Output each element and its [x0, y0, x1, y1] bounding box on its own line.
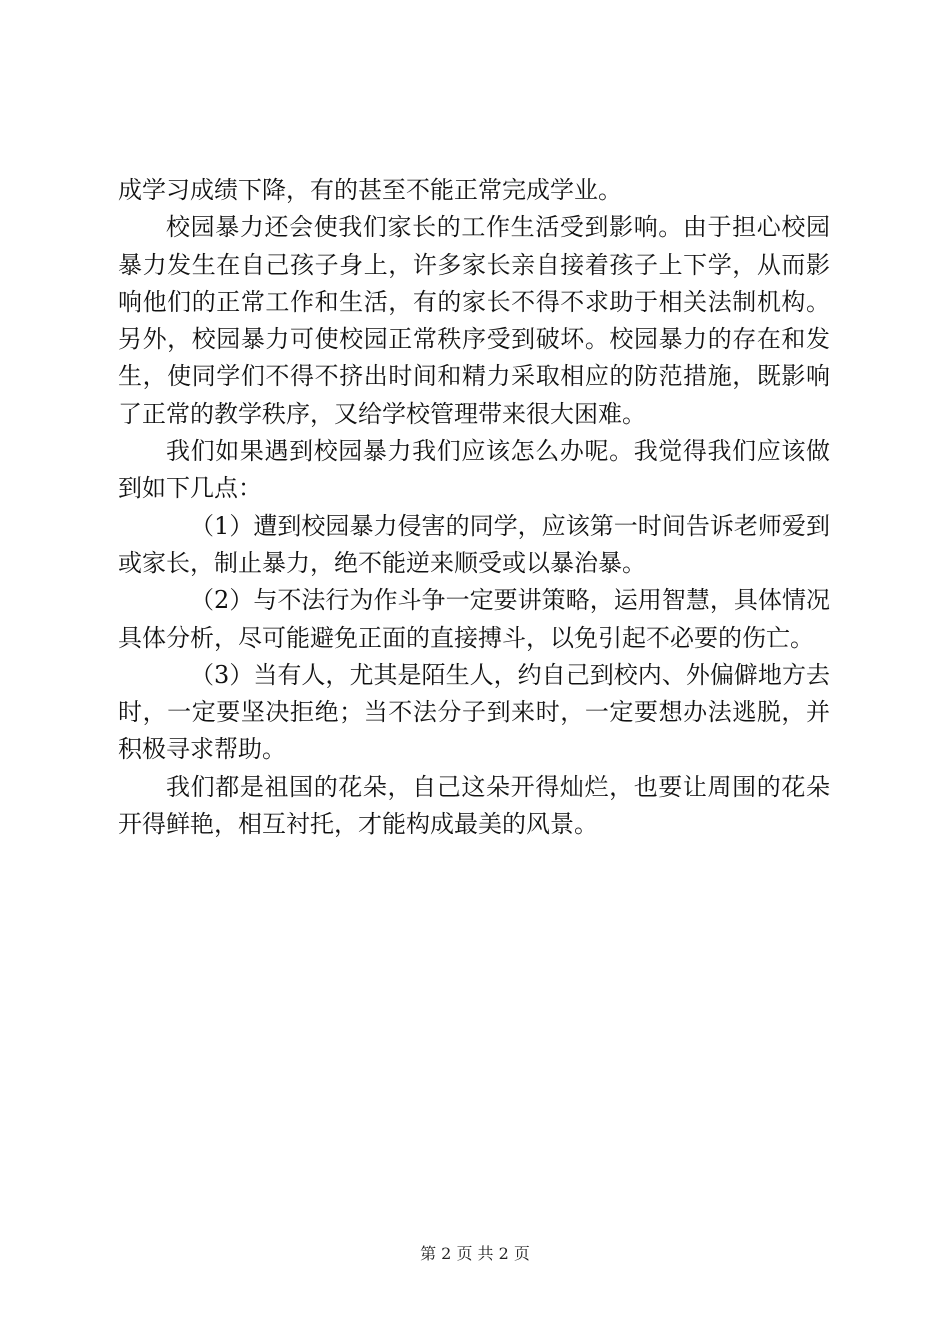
- paragraph-conclusion: 我们都是祖国的花朵，自己这朵开得灿烂，也要让周围的花朵开得鲜艳，相互衬托，才能构成最美的风景。: [118, 772, 830, 839]
- list-item-3: （3）当有人，尤其是陌生人，约自己到校内、外偏僻地方去时，一定要坚决拒绝；当不法分子到来时，一定要想办法逃脱，并积极寻求帮助。: [118, 660, 830, 764]
- list-item-1: （1）遭到校园暴力侵害的同学，应该第一时间告诉老师爱到或家长，制止暴力，绝不能逆来顺受或以暴治暴。: [118, 511, 830, 577]
- document-body: [118, 172, 830, 843]
- page-number-footer: 第 2 页 共 2 页: [420, 1244, 530, 1263]
- paragraph-what-to-do: 我们如果遇到校园暴力我们应该怎么办呢。我觉得我们应该做到如下几点：: [118, 437, 830, 503]
- list-item-2: （2）与不法行为作斗争一定要讲策略，运用智慧，具体情况具体分析，尽可能避免正面的直接搏斗，以免引起不必要的伤亡。: [118, 586, 830, 652]
- paragraph-impact-on-parents: 校园暴力还会使我们家长的工作生活受到影响。由于担心校园暴力发生在自己孩子身上，许多家长亲自接着孩子上下学，从而影响他们的正常工作和生活，有的家长不得不求助于相关法制机构。另外，校园暴力可使校园正常秩序受到破坏。校园暴力的存在和发生，使同学们不得不挤出时间和精力采取相应的防范措施，既影响了正常的教学秩序，又给学校管理带来很大困难。: [118, 213, 830, 428]
- paragraph-continuation: 成学习成绩下降，有的甚至不能正常完成学业。: [118, 176, 622, 204]
